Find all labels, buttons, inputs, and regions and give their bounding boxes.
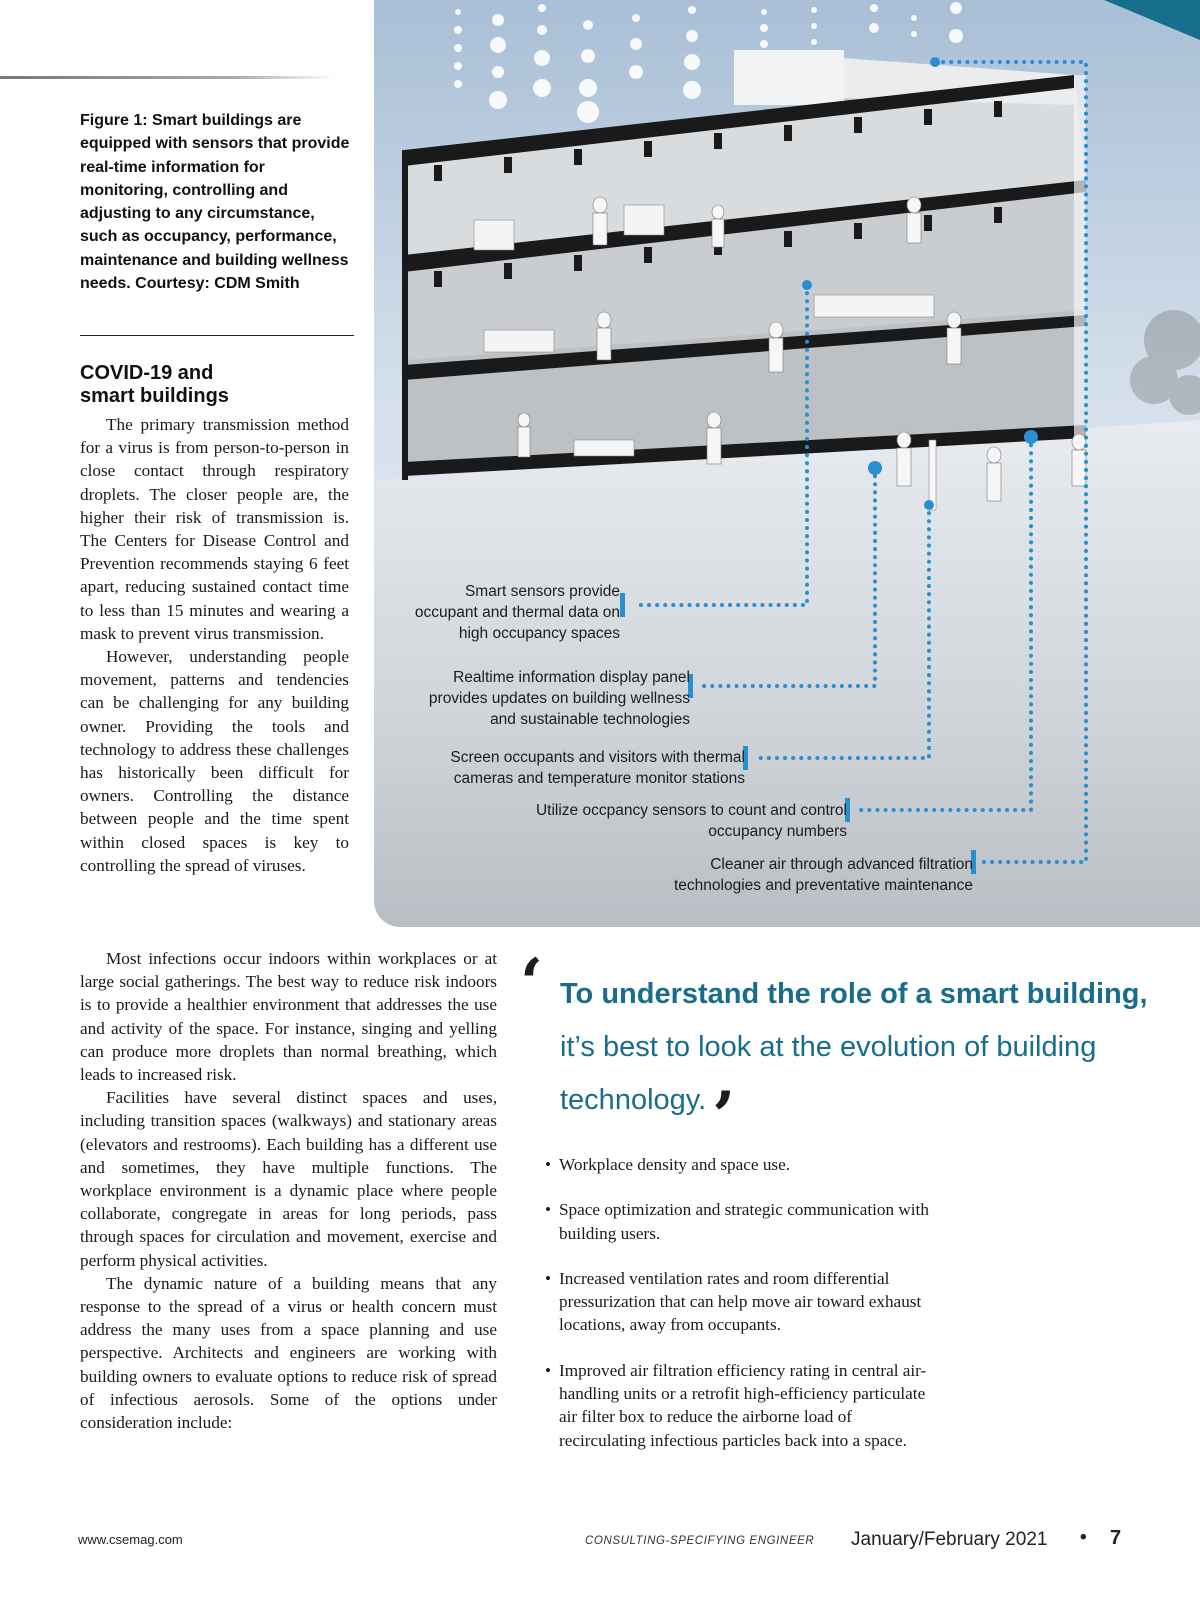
open-quote-mark: ‘	[520, 944, 543, 1022]
section-heading-line1: COVID-19 and	[80, 362, 214, 384]
callout-line: Cleaner air through advanced filtration	[710, 856, 973, 873]
callout-line: high occupancy spaces	[458, 625, 620, 642]
list-item: • Increased ventilation rates and room differential pressurization that can help move air toward exhaust locations, away from occupants.	[545, 1267, 940, 1337]
callout-line: occupancy numbers	[708, 823, 847, 840]
figure-caption: Figure 1: Smart buildings are equipped with sensors that provide real-time information for monitoring, controlling and adjusting to any circumstance, such as occupancy, performance, maintenance and building wellness needs. Courtesy: CDM Smith	[80, 112, 350, 293]
footer-magazine-name: CONSULTING-SPECIFYING ENGINEER	[585, 1535, 815, 1547]
callout-line: and sustainable technologies	[490, 711, 690, 728]
callout-line: Screen occupants and visitors with thermal	[450, 749, 745, 766]
section-heading-line2: smart buildings	[80, 385, 229, 407]
page-number: 7	[1110, 1527, 1122, 1549]
body-column-wide	[80, 947, 497, 1434]
footer-issue-date: January/February 2021	[851, 1529, 1048, 1550]
pull-quote-text	[560, 968, 1170, 1155]
body-paragraph: However, understanding people movement, patterns and tendencies can be challenging for any building owner. Providing the tools and technology to address these challenges has historically been difficult for owners. Controlling the distance between people and the time spent within closed spaces is key to controlling the spread of viruses.	[80, 647, 349, 875]
caption-divider	[80, 335, 354, 336]
callout-occupancy-sensors	[374, 800, 847, 842]
list-item: • Improved air filtration efficiency rating in central air-handling units or a retrofit high-efficiency particulate air filter box to reduce the airborne load of recirculating infectious particles back into a space.	[545, 1359, 940, 1452]
body-paragraph: Facilities have several distinct spaces and uses, including transition spaces (walkways) and stationary areas (elevators and restrooms). Each building has a different use and sometimes, they have multiple functions. The workplace environment is a dynamic place where people collaborate, congregate in areas for long periods, pass through spaces for circulation and movement, exercise and perform physical activities.	[80, 1088, 497, 1270]
corner-tab	[1104, 0, 1200, 40]
list-item: • Space optimization and strategic communication with building users.	[545, 1198, 940, 1245]
callout-thermal-cameras	[374, 747, 745, 789]
callout-line: occupant and thermal data on	[414, 604, 620, 621]
callout-air-filtration	[374, 854, 973, 896]
footer-url-link[interactable]: www.csemag.com	[78, 1532, 183, 1547]
footer-separator: •	[1080, 1527, 1087, 1548]
body-paragraph: Most infections occur indoors within workplaces or at large social gatherings. The best way to reduce risk indoors is to provide a healthier environment that addresses the use and activity of the space. For instance, singing and yelling can produce more droplets than normal breathing, which leads to increased risk.	[80, 949, 497, 1085]
callout-smart-sensors	[374, 581, 620, 644]
pull-quote-bold: To understand the role of a smart building,	[560, 978, 1148, 1010]
body-paragraph: The primary transmission method for a virus is from person-to-person in close contact through respiratory droplets. The closer people are, the higher their risk of transmission is. The Centers for Disease Control and Prevention recommends staying 6 feet apart, reducing sustained contact time to less than 15 minutes and wearing a mask to prevent virus transmission.	[80, 415, 349, 643]
pull-quote-rest: it’s best to look at the evolution of building technology.	[560, 1031, 1097, 1116]
options-list	[545, 1153, 940, 1474]
section-heading	[80, 362, 350, 408]
callout-display-panel	[374, 667, 690, 730]
callout-line: Realtime information display panel	[453, 669, 690, 686]
callout-line: Smart sensors provide	[464, 583, 620, 600]
smart-building-illustration	[374, 0, 1200, 927]
callout-line: technologies and preventative maintenance	[673, 877, 973, 894]
list-item: • Workplace density and space use.	[545, 1153, 940, 1176]
callout-line: Utilize occpancy sensors to count and control	[535, 802, 847, 819]
body-paragraph: The dynamic nature of a building means that any response to the spread of a virus or health concern must address the many uses from a space planning and use perspective. Architects and engineers are working with building owners to evaluate options to reduce risk of spread of infectious aerosols. Some of the options under consideration include:	[80, 1273, 497, 1433]
callout-line: cameras and temperature monitor stations	[453, 770, 745, 787]
callout-line: provides updates on building wellness	[428, 690, 690, 707]
close-quote-mark: ’	[712, 1077, 736, 1155]
body-column-left	[80, 413, 349, 877]
top-rule	[0, 76, 335, 79]
